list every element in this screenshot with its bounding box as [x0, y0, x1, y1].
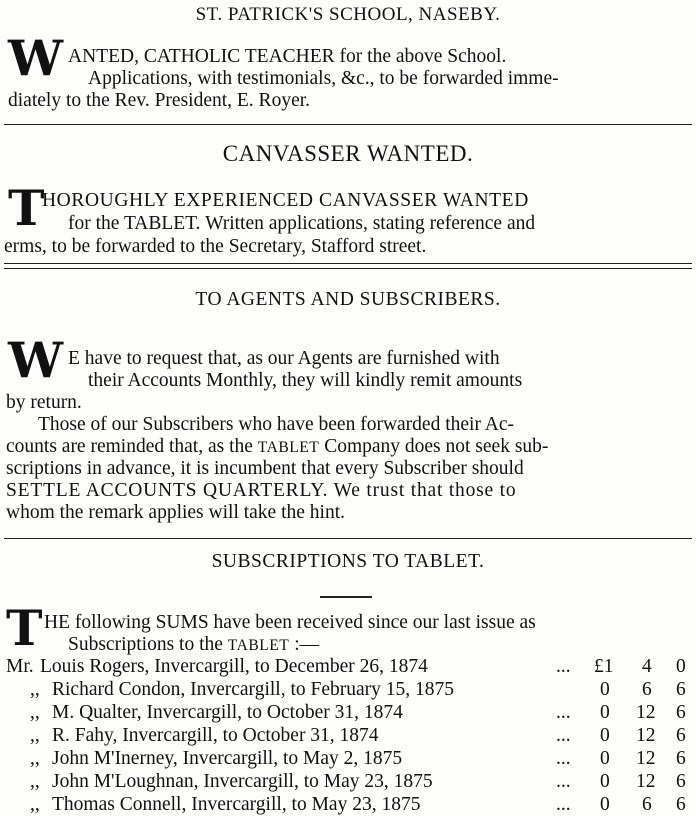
amount-pence: 6	[676, 702, 686, 723]
notice-line: whom the remark applies will take the hint.	[6, 502, 345, 523]
notice-line: SETTLE ACCOUNTS QUARTERLY. We trust that those to	[6, 480, 517, 501]
section-divider	[4, 263, 692, 264]
subscriber-prefix: ,,	[30, 679, 40, 700]
notice-line: Applications, with testimonials, &c., to be forwarded imme-	[88, 68, 559, 89]
amount-pence: 6	[676, 771, 686, 792]
subscriber-prefix: ,,	[30, 771, 40, 792]
amount-pence: 6	[676, 679, 686, 700]
leader-dots: ...	[556, 748, 571, 769]
amount-pounds: 0	[600, 725, 610, 746]
subscription-row	[0, 702, 696, 724]
leader-dots: ...	[556, 725, 571, 746]
amount-pence: 6	[676, 748, 686, 769]
notice-line: erms, to be forwarded to the Secretary, Stafford street.	[4, 236, 427, 257]
subscriber-prefix: Mr.	[6, 656, 34, 677]
subscription-row	[0, 748, 696, 770]
amount-pounds: 0	[600, 748, 610, 769]
subscription-row	[0, 656, 696, 678]
leader-dots: ...	[556, 656, 571, 677]
section-divider	[4, 268, 692, 269]
subscription-row	[0, 679, 696, 701]
subscriber-entry: R. Fahy, Invercargill, to October 31, 1874	[52, 725, 379, 746]
notice-line: HOROUGHLY EXPERIENCED CANVASSER WANTED	[42, 190, 529, 211]
short-divider	[320, 596, 372, 598]
heading-subscriptions: SUBSCRIPTIONS TO TABLET.	[211, 551, 485, 572]
leader-dots: ...	[556, 702, 571, 723]
subscription-row	[0, 725, 696, 747]
leader-dots: ...	[556, 794, 571, 815]
subscriber-entry: Thomas Connell, Invercargill, to May 23, 1875	[52, 794, 421, 815]
subscriber-entry: John M'Inerney, Invercargill, to May 2, 1875	[52, 748, 403, 769]
notice-line: HE following SUMS have been received since our last issue as	[44, 612, 536, 633]
amount-pounds: 0	[600, 702, 610, 723]
subscription-row	[0, 771, 696, 793]
heading-st-patricks-school: ST. PATRICK'S SCHOOL, NASEBY.	[195, 4, 501, 25]
amount-shillings: 12	[636, 748, 656, 769]
notice-line: Those of our Subscribers who have been forwarded their Ac-	[38, 414, 514, 435]
amount-pounds: 0	[600, 771, 610, 792]
subscriber-entry: Richard Condon, Invercargill, to February 15, 1875	[52, 679, 455, 700]
amount-shillings: 12	[636, 771, 656, 792]
amount-pounds: 0	[600, 679, 610, 700]
amount-shillings: 12	[636, 725, 656, 746]
heading-canvasser-wanted: CANVASSER WANTED.	[222, 141, 474, 166]
subscriber-prefix: ,,	[30, 748, 40, 769]
amount-pence: 6	[676, 725, 686, 746]
amount-shillings: 4	[642, 656, 652, 677]
dropcap-t-2: T	[6, 599, 43, 657]
amount-pence: 6	[676, 794, 686, 815]
subscriber-prefix: ,,	[30, 794, 40, 815]
notice-line: diately to the Rev. President, E. Royer.	[8, 90, 311, 111]
dropcap-w-1: W	[8, 29, 64, 87]
notice-line: by return.	[6, 392, 82, 413]
section-divider	[4, 124, 692, 125]
leader-dots: ...	[556, 771, 571, 792]
amount-pounds: £1	[594, 656, 614, 677]
dropcap-w-2: W	[8, 331, 64, 389]
notice-line: Subscriptions to the TABLET :—	[68, 634, 320, 655]
subscriber-prefix: ,,	[30, 702, 40, 723]
subscription-row	[0, 794, 696, 816]
subscriber-entry: Louis Rogers, Invercargill, to December 26, 1874	[40, 656, 428, 677]
heading-agents-subscribers: TO AGENTS AND SUBSCRIBERS.	[195, 289, 501, 310]
amount-shillings: 6	[642, 794, 652, 815]
notice-line: scriptions in advance, it is incumbent that every Subscriber should	[6, 458, 524, 479]
amount-shillings: 6	[642, 679, 652, 700]
amount-shillings: 12	[636, 702, 656, 723]
dropcap-t-1: T	[8, 179, 45, 237]
notice-line: their Accounts Monthly, they will kindly remit amounts	[88, 370, 523, 391]
subscriber-entry: M. Qualter, Invercargill, to October 31, 1874	[52, 702, 403, 723]
amount-pounds: 0	[600, 794, 610, 815]
subscriber-entry: John M'Loughnan, Invercargill, to May 23, 1875	[52, 771, 433, 792]
notice-line: for the TABLET. Written applications, stating reference and	[68, 213, 536, 234]
amount-pence: 0	[676, 656, 686, 677]
notice-line: counts are reminded that, as the TABLET Company does not seek sub-	[6, 436, 549, 457]
subscriber-prefix: ,,	[30, 725, 40, 746]
notice-line: E have to request that, as our Agents are furnished with	[68, 348, 500, 369]
section-divider	[4, 538, 692, 539]
notice-line: ANTED, CATHOLIC TEACHER for the above School.	[68, 46, 507, 67]
